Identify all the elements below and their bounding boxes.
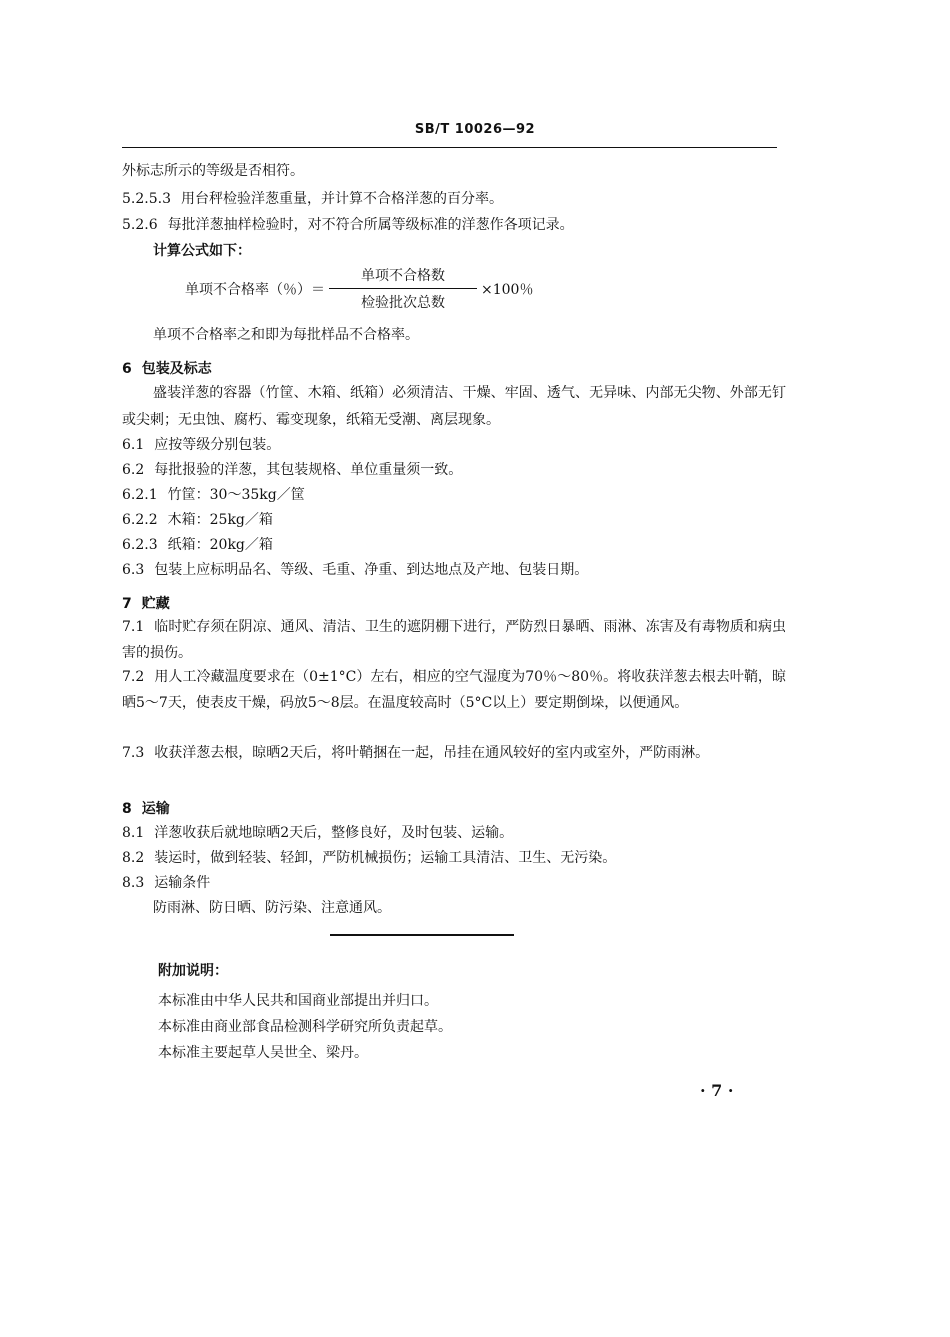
section-7-heading	[122, 593, 170, 613]
clause-text: 纸箱：20kg／箱	[167, 537, 273, 553]
clause-text: 洋葱收获后就地晾晒2天后，整修良好，及时包装、运输。	[154, 825, 514, 841]
formula-note: 单项不合格率之和即为每批样品不合格率。	[153, 327, 419, 343]
section-number: 8	[122, 801, 132, 817]
section-number: 6	[122, 361, 132, 377]
clause-number: 5.2.6	[122, 217, 158, 233]
clause-number: 6.2.3	[122, 537, 158, 553]
clause-text: 运输条件	[154, 875, 211, 891]
section-title: 贮藏	[141, 596, 170, 612]
clause-6-1	[122, 434, 280, 454]
section-title: 包装及标志	[141, 361, 212, 377]
clause-text: 用台秤检验洋葱重量，并计算不合格洋葱的百分率。	[180, 191, 503, 207]
clause-7-2	[122, 664, 786, 716]
clause-5-2-6	[122, 214, 574, 234]
continuation-text: 外标志所示的等级是否相符。	[122, 163, 304, 179]
clause-text: 装运时，做到轻装、轻卸，严防机械损伤；运输工具清洁、卫生、无污染。	[154, 850, 617, 866]
formula-numerator: 单项不合格数	[361, 268, 445, 284]
clause-text: 临时贮存须在阴凉、通风、清洁、卫生的遮阴棚下进行，严防烈日暴晒、雨淋、冻害及有毒物质和病虫害的损伤。	[122, 619, 786, 661]
appendix-line-3: 本标准主要起草人吴世全、梁丹。	[158, 1045, 368, 1061]
clause-6-2-1	[122, 484, 305, 504]
clause-8-2	[122, 847, 616, 867]
clause-number: 6.3	[122, 562, 145, 578]
clause-text: 包装上应标明品名、等级、毛重、净重、到达地点及产地、包装日期。	[154, 562, 589, 578]
section-8-heading	[122, 798, 170, 818]
clause-number: 7.3	[122, 745, 145, 761]
standard-code-header: SB/T 10026—92	[414, 122, 536, 137]
clause-number: 6.2	[122, 462, 145, 478]
clause-text: 每批洋葱抽样检验时，对不符合所属等级标准的洋葱作各项记录。	[167, 217, 574, 233]
clause-8-1	[122, 822, 513, 842]
clause-number: 6.1	[122, 437, 145, 453]
clause-8-3	[122, 872, 210, 892]
formula-rhs: ×100％	[481, 281, 534, 298]
clause-number: 8.1	[122, 825, 145, 841]
formula-fraction	[329, 265, 477, 312]
clause-text: 用人工冷藏温度要求在（0±1°C）左右，相应的空气湿度为70％～80％。将收获洋葱去根去叶鞘，晾晒5～7天，使表皮干燥，码放5～8层。在温度较高时（5°C以上）要定期倒垛，以便通风。	[122, 669, 786, 711]
page-number: · 7 ·	[700, 1081, 734, 1100]
section-6-intro: 盛装洋葱的容器（竹筐、木箱、纸箱）必须清洁、干燥、牢固、透气、无异味、内部无尖物、外部无钉或尖刺；无虫蚀、腐朽、霉变现象，纸箱无受潮、离层现象。	[122, 385, 786, 428]
section-number: 7	[122, 596, 132, 612]
clause-number: 6.2.2	[122, 512, 158, 528]
formula-lhs: 单项不合格率（％）＝	[185, 281, 325, 298]
clause-5-2-5-3	[122, 188, 503, 208]
clause-6-2-3	[122, 534, 273, 554]
clause-number: 8.3	[122, 875, 145, 891]
clause-6-2	[122, 459, 462, 479]
appendix-line-2: 本标准由商业部食品检测科学研究所负责起草。	[158, 1019, 452, 1035]
clause-number: 6.2.1	[122, 487, 158, 503]
clause-8-3-detail: 防雨淋、防日晒、防污染、注意通风。	[153, 900, 391, 916]
appendix-line-1: 本标准由中华人民共和国商业部提出并归口。	[158, 993, 438, 1009]
clause-number: 5.2.5.3	[122, 191, 171, 207]
section-title: 运输	[141, 801, 170, 817]
clause-6-3	[122, 559, 588, 579]
clause-number: 7.1	[122, 619, 145, 635]
clause-6-2-2	[122, 509, 273, 529]
clause-text: 木箱：25kg／箱	[167, 512, 273, 528]
section-6-heading	[122, 358, 212, 378]
end-rule	[330, 934, 514, 936]
clause-number: 8.2	[122, 850, 145, 866]
formula-denominator: 检验批次总数	[361, 295, 445, 311]
clause-text: 竹筐：30～35kg／筐	[167, 487, 305, 503]
clause-7-3	[122, 740, 786, 766]
clause-text: 每批报验的洋葱，其包装规格、单位重量须一致。	[154, 462, 463, 478]
clause-7-1	[122, 614, 786, 666]
clause-text: 应按等级分别包装。	[154, 437, 281, 453]
appendix-title: 附加说明：	[158, 963, 228, 979]
formula-intro: 计算公式如下：	[153, 243, 251, 259]
clause-text: 收获洋葱去根，晾晒2天后，将叶鞘捆在一起，吊挂在通风较好的室内或室外，严防雨淋。	[154, 745, 710, 761]
formula	[185, 265, 533, 312]
header-rule	[122, 147, 777, 148]
clause-number: 7.2	[122, 669, 145, 685]
